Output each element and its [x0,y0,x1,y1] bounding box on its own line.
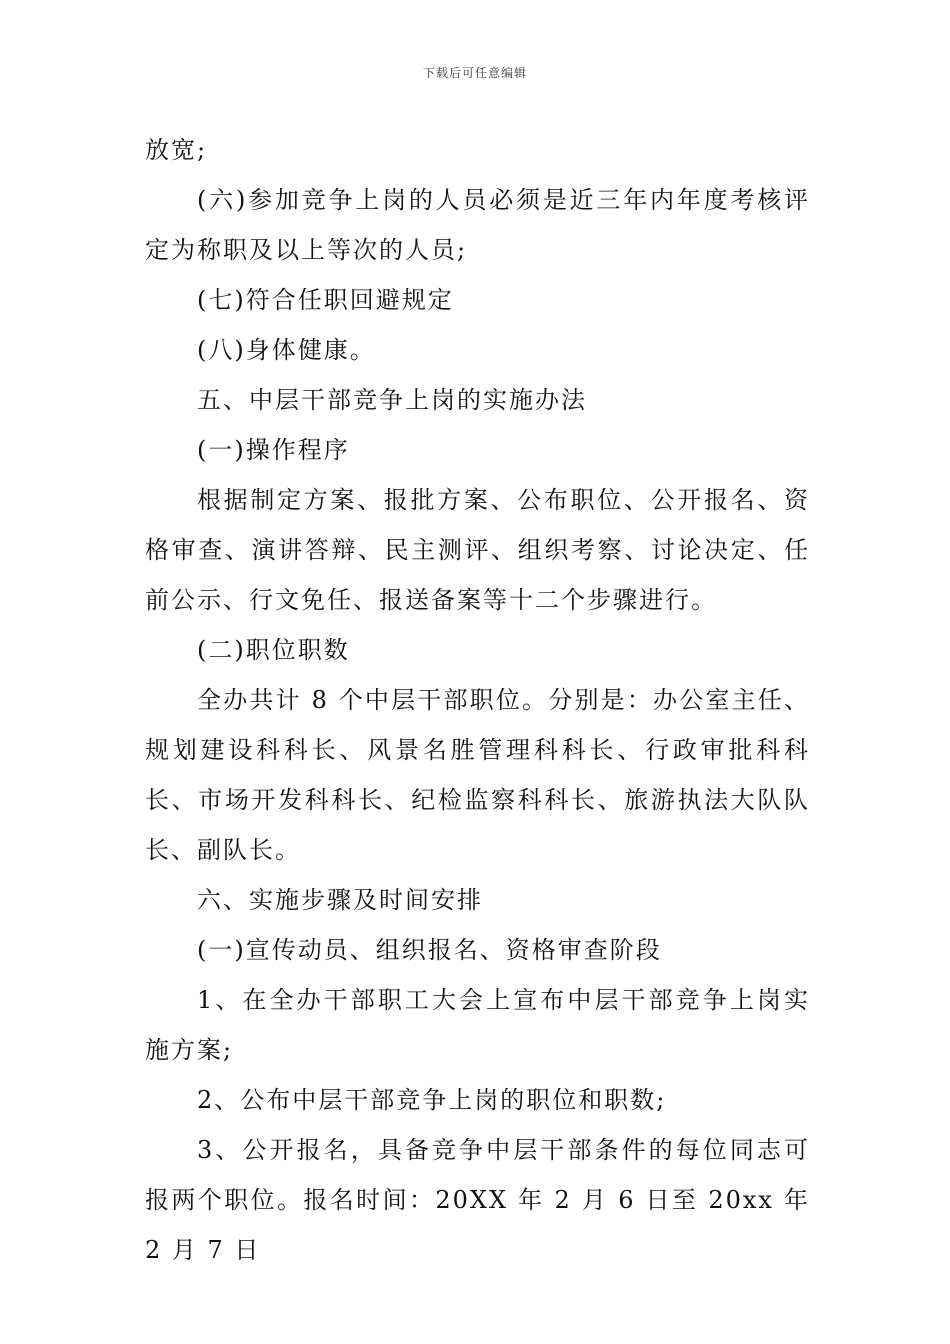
subsection-heading: (一)宣传动员、组织报名、资格审查阶段 [197,936,662,964]
document-body [145,125,810,1275]
paragraph: (六)参加竞争上岗的人员必须是近三年内年度考核评定为称职及以上等次的人员; [145,186,810,264]
list-item: 3、公开报名，具备竞争中层干部条件的每位同志可报两个职位。报名时间：20XX 年 2 月 6 日至 20xx 年 2 月 7 日 [145,1136,810,1264]
paragraph: 全办共计 8 个中层干部职位。分别是：办公室主任、规划建设科科长、风景名胜管理科科长、行政审批科科长、市场开发科科长、纪检监察科科长、旅游执法大队队长、副队长。 [145,686,810,864]
list-item: 2、公布中层干部竞争上岗的职位和职数; [197,1086,667,1114]
list-item: 1、在全办干部职工大会上宣布中层干部竞争上岗实施方案; [145,986,810,1064]
page-header: 下载后可任意编辑 [422,66,527,80]
paragraph: 根据制定方案、报批方案、公布职位、公开报名、资格审查、演讲答辩、民主测评、组织考察、讨论决定、任前公示、行文免任、报送备案等十二个步骤进行。 [145,486,810,614]
section-heading: 六、实施步骤及时间安排 [197,886,483,914]
paragraph: (七)符合任职回避规定 [197,286,454,314]
subsection-heading: (二)职位职数 [197,636,350,664]
paragraph: 放宽; [145,136,208,164]
paragraph: (八)身体健康。 [197,336,376,364]
section-heading: 五、中层干部竞争上岗的实施办法 [197,386,587,414]
subsection-heading: (一)操作程序 [197,436,350,464]
